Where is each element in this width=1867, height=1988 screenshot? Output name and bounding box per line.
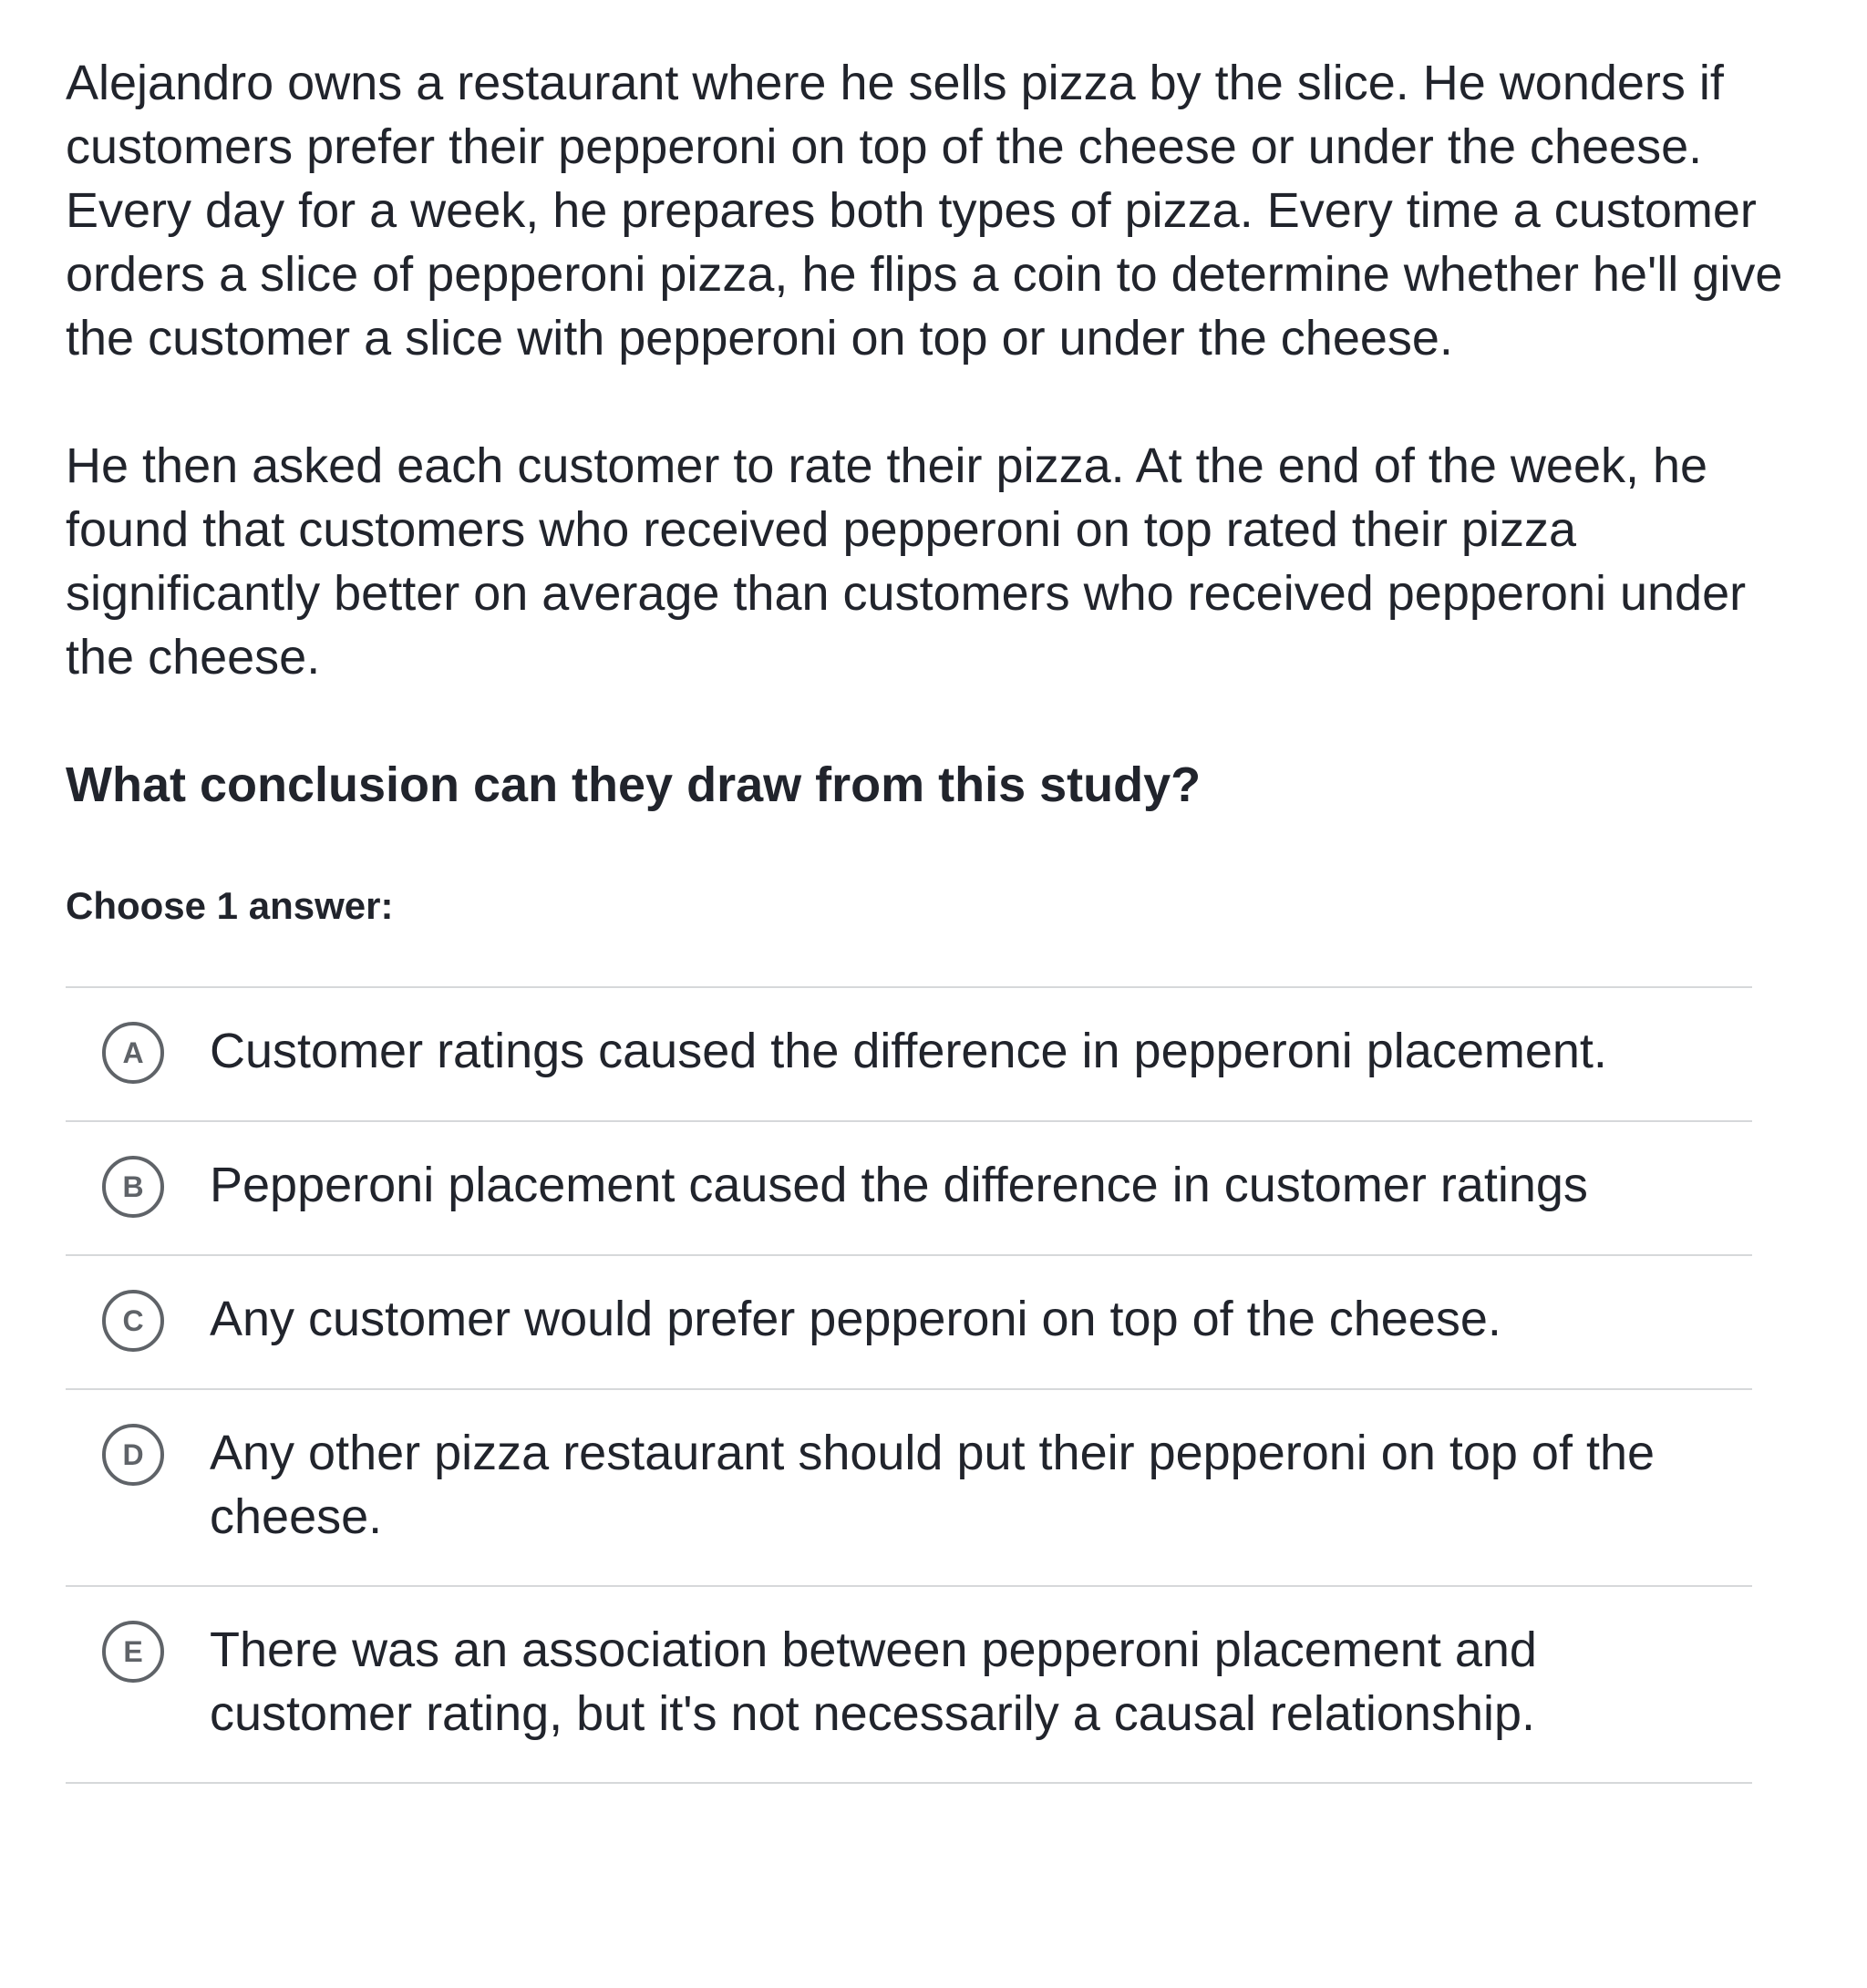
choice-e[interactable] [66, 1587, 1752, 1784]
choice-c-radio[interactable]: C [102, 1290, 164, 1352]
choose-answer-label: Choose 1 answer: [66, 884, 394, 927]
passage-paragraph-1: Alejandro owns a restaurant where he sells pizza by the slice. He wonders if customers prefer their pepperoni on top of the cheese or under the cheese. Every day for a week, he prepares both types of pizza. Every time a customer orders a slice of pepperoni pizza, he flips a coin to determine whether he'll give the customer a slice with pepperoni on top or under the cheese. [66, 56, 1783, 366]
choice-d-text: Any other pizza restaurant should put their pepperoni on top of the cheese. [210, 1426, 1656, 1544]
choice-e-radio[interactable]: E [102, 1621, 164, 1683]
choice-a-radio[interactable]: A [102, 1022, 164, 1084]
choice-a[interactable] [66, 988, 1752, 1122]
choice-b-text: Pepperoni placement caused the difference in customer ratings [210, 1158, 1588, 1212]
answer-choices [66, 986, 1752, 1784]
choice-a-text: Customer ratings caused the difference in pepperoni placement. [210, 1024, 1607, 1078]
choice-d[interactable] [66, 1390, 1752, 1587]
choice-c-text: Any customer would prefer pepperoni on top of the cheese. [210, 1292, 1501, 1346]
choice-b-radio[interactable]: B [102, 1156, 164, 1218]
choice-d-radio[interactable]: D [102, 1424, 164, 1486]
exercise-content [66, 51, 1798, 1784]
choice-b[interactable] [66, 1122, 1752, 1256]
choice-c[interactable] [66, 1256, 1752, 1390]
question-prompt: What conclusion can they draw from this study? [66, 757, 1202, 812]
passage-paragraph-2: He then asked each customer to rate their pizza. At the end of the week, he found that customers who received pepperoni on top rated their pizza significantly better on average than customers who received pepperoni under the cheese. [66, 438, 1747, 685]
choice-e-text: There was an association between pepperoni placement and customer rating, but it's not necessarily a causal relationship. [210, 1622, 1537, 1741]
